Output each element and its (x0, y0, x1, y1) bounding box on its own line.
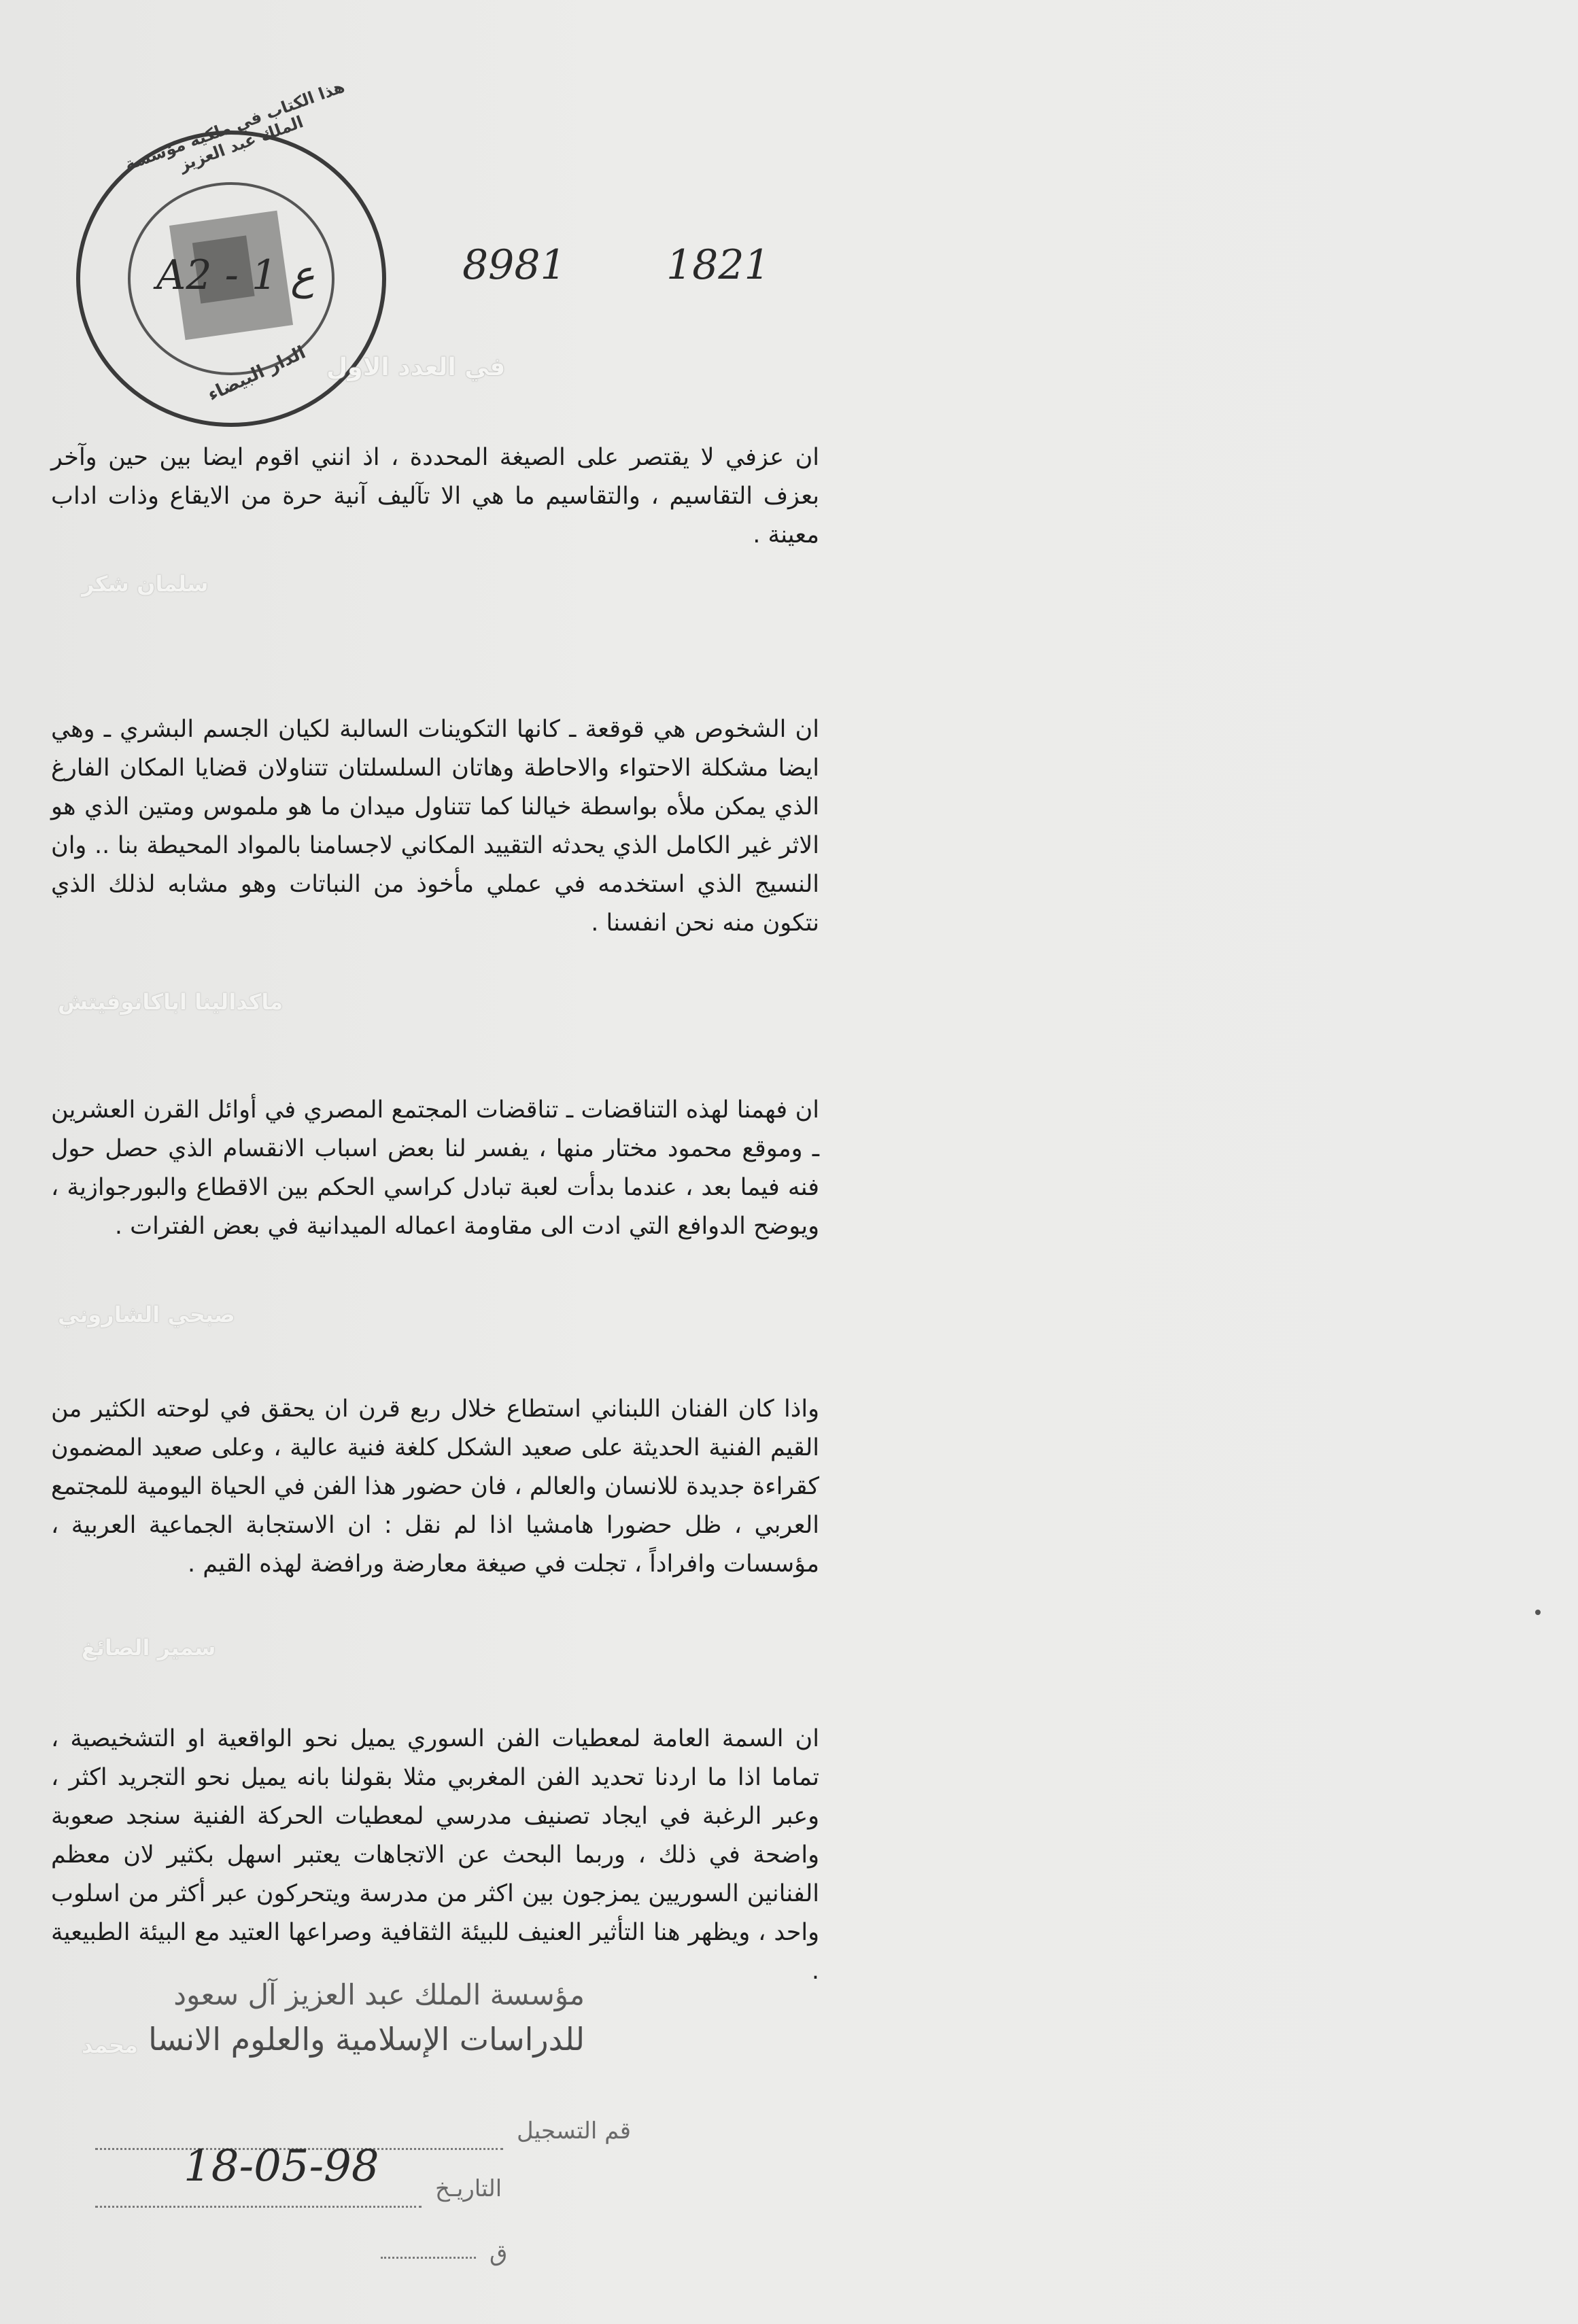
date-dotted-line (95, 2206, 422, 2208)
registration-date: 18-05-98 (184, 2141, 379, 2191)
excerpt-3 (51, 1091, 819, 1246)
text-column (51, 0, 819, 2324)
institution-stamp (82, 1978, 585, 2058)
institution-name: مؤسسة الملك عبد العزيز آل سعود (173, 1978, 585, 2011)
excerpt-author: سمير الصائغ (82, 1635, 216, 1661)
excerpt-paragraph: ان السمة العامة لمعطيات الفن السوري يميل نحو الواقعية او التشخيصية ، تماما اذا ما اردنا تحديد الفن المغربي مثلا بقولنا بانه يميل نحو التجريد اكثر ، وعبر الرغبة في ايجاد تصنيف مدرسي لمعطيات الحركة الفنية سنجد صعوبة واضحة في ذلك ، وربما البحث عن الاتجاهات يعتبر اسهل بكثير لان معظم الفنانين السوريين يمزجون بين اكثر من مدرسة ويتحركون عبر أكثر من اسلوب واحد ، ويظهر هنا التأثير العنيف للبيئة الثقافية وصراعها العتيد مع البيئة الطبيعية . (51, 1725, 819, 1985)
excerpt-2 (51, 710, 819, 943)
handwritten-number-3: A2 - 1 ع (156, 252, 315, 299)
excerpt-author: ماكدالينا اباكانوفيتش (58, 989, 284, 1015)
excerpt-author: صبحي الشاروني (58, 1302, 235, 1328)
excerpt-5 (51, 1720, 819, 1991)
excerpt-paragraph: ان عزفي لا يقتصر على الصيغة المحددة ، اذ انني اقوم ايضا بين حين وآخر بعزف التقاسيم ، والتقاسيم ما هي الا تآليف آنية حرة من الايقاع وذات اداب معينة . (51, 444, 819, 549)
third-dotted-line (381, 2257, 476, 2259)
stamp-text-bottom: الدار البيضاء (204, 342, 309, 406)
excerpt-author: محمد (82, 2032, 138, 2058)
ink-speck (1535, 1610, 1541, 1615)
handwritten-number-2: 8981 (462, 241, 566, 289)
date-label: التاريـخ (435, 2175, 502, 2202)
excerpt-1 (51, 438, 819, 555)
excerpt-author: سلمان شكر (82, 571, 209, 597)
excerpt-4 (51, 1390, 819, 1584)
handwritten-number-1: 1821 (666, 241, 770, 289)
excerpt-paragraph: ان فهمنا لهذه التناقضات ـ تناقضات المجتمع المصري في أوائل القرن العشرين ـ وموقع محمود مختار منها ، يفسر لنا بعض اسباب الانقسام الذي حصل حول فنه فيما بعد ، عندما بدأت لعبة تبادل كراسي الحكم بين الاقطاع والبورجوازية ، ويوضح الدوافع التي ادت الى مقاومة اعماله الميدانية في بعض الفترات . (51, 1096, 819, 1240)
excerpt-paragraph: واذا كان الفنان اللبناني استطاع خلال ربع قرن ان يحقق في لوحته الكثير من القيم الفنية الحديثة على صعيد الشكل كلغة فنية عالية ، وعلى صعيد المضمون كقراءة جديدة للانسان والعالم ، فان حضور هذا الفن في الحياة اليومية للمجتمع العربي ، ظل حضورا هامشيا اذا لم نقل : ان الاستجابة الجماعية العربية ، مؤسسات وافراداً ، تجلت في صيغة معارضة ورافضة لهذه القيم . (51, 1395, 819, 1578)
section-heading: في العدد الاول (326, 353, 506, 381)
stamp-text-top: هذا الكتاب في ملكية مؤسسة الملك عبد العزيز (122, 77, 347, 175)
third-label: ق (490, 2240, 508, 2267)
registration-number-label: قم التسجيل (517, 2117, 632, 2145)
excerpt-paragraph: ان الشخوص هي قوقعة ـ كانها التكوينات السالبة لكيان الجسم البشري ـ وهي ايضا مشكلة الاحتواء والاحاطة وهاتان السلسلتان تتناولان قضايا المكان الفارغ الذي يمكن ملأه بواسطة خيالنا كما تتناول ميدان ما هو ملموس ومتين الذي هو الاثر غير الكامل الذي يحدثه التقييد المكاني لاجسامنا بالمواد المحيطة بنا .. وان النسيج الذي استخدمه في عملي مأخوذ من النباتات وهو مشابه لذلك الذي نتكون منه نحن انفسنا . (51, 716, 819, 937)
institution-subtitle: للدراسات الإسلامية والعلوم الانسا (148, 2021, 585, 2058)
